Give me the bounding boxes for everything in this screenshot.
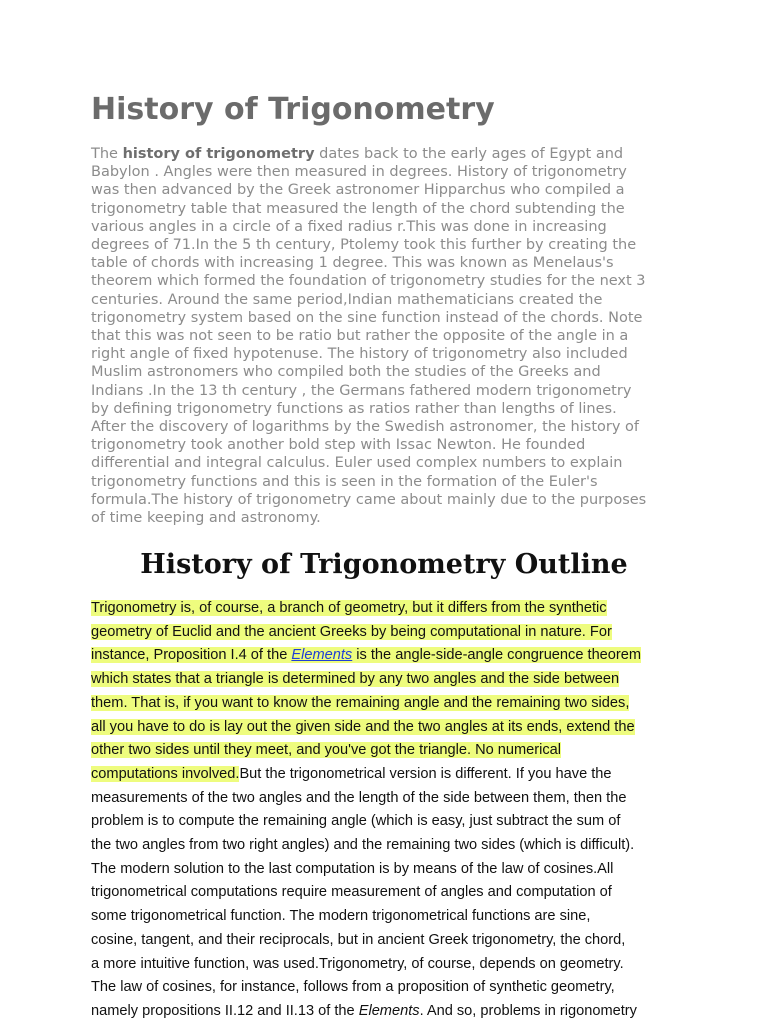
intro-line: trigonometry table that measured the length of the chord subtending the xyxy=(91,200,625,217)
outline-line: The modern solution to the last computation is by means of the law of cosines.All xyxy=(91,860,614,877)
highlighted-text: other two sides until they meet, and you've got the triangle. No numerical xyxy=(91,742,562,759)
highlighted-text: geometry of Euclid and the ancient Greeks by being computational in nature. For xyxy=(91,623,612,640)
outline-line: some trigonometrical function. The modern trigonometrical functions are sine, xyxy=(91,908,591,925)
outline-line xyxy=(91,597,691,621)
intro-lead-text: The xyxy=(91,146,123,162)
intro-line: table of chords with increasing 1 degree. This was known as Menelaus's xyxy=(91,255,614,272)
highlighted-text-part: is the angle-side-angle congruence theorem xyxy=(352,647,642,664)
outline-line: cosine, tangent, and their reciprocals, but in ancient Greek trigonometry, the chord, xyxy=(91,931,626,948)
intro-bold-term: history of trigonometry xyxy=(122,146,315,162)
outline-line: trigonometrical computations require measurement of angles and computation of xyxy=(91,884,612,901)
elements-link[interactable]: Elements xyxy=(291,647,353,664)
intro-line: centuries. Around the same period,Indian mathematicians created the xyxy=(91,291,603,308)
intro-line: degrees of 71.In the 5 th century, Ptolemy took this further by creating the xyxy=(91,237,637,254)
outline-line: problem is to compute the remaining angle (which is easy, just subtract the sum of xyxy=(91,813,621,830)
highlighted-text: all you have to do is lay out the given side and the two angles at its ends, extend the xyxy=(91,718,635,735)
intro-line: Babylon . Angles were then measured in degrees. History of trigonometry xyxy=(91,164,627,181)
intro-line: was then advanced by the Greek astronomer Hipparchus who compiled a xyxy=(91,182,625,199)
outline-paragraph xyxy=(91,597,691,1024)
intro-line: differential and integral calculus. Euler used complex numbers to explain xyxy=(91,455,623,472)
outline-line: measurements of the two angles and the length of the side between them, then the xyxy=(91,789,627,806)
outline-line: The law of cosines, for instance, follows from a proposition of synthetic geometry, xyxy=(91,979,615,996)
outline-line: a more intuitive function, was used.Trigonometry, of course, depends on geometry. xyxy=(91,955,624,972)
intro-line: various angles in a circle of a fixed radius r.This was done in increasing xyxy=(91,218,607,235)
intro-line: After the discovery of logarithms by the Swedish astronomer, the history of xyxy=(91,419,640,436)
intro-line: right angle of fixed hypotenuse. The history of trigonometry also included xyxy=(91,346,628,363)
highlighted-text xyxy=(91,647,641,663)
intro-line: formula.The history of trigonometry came about mainly due to the purposes xyxy=(91,491,647,508)
outline-line xyxy=(91,668,691,692)
intro-line: theorem which formed the foundation of trigonometry studies for the next 3 xyxy=(91,273,646,290)
outline-line: the two angles from two right angles) and the remaining two sides (which is difficult). xyxy=(91,837,635,854)
outline-text: But the trigonometrical version is different. If you have the xyxy=(239,765,612,782)
intro-line: trigonometry functions and this is seen in the formation of the Euler's xyxy=(91,473,598,490)
intro-line: trigonometry took another bold step with Issac Newton. He founded xyxy=(91,437,586,454)
page-title: History of Trigonometry xyxy=(91,92,495,127)
highlighted-text: which states that a triangle is determined by any two angles and the side between xyxy=(91,671,620,688)
outline-line xyxy=(91,644,691,668)
outline-line xyxy=(91,716,691,740)
highlighted-text: computations involved. xyxy=(91,765,240,782)
outline-line xyxy=(91,1000,691,1024)
outline-text: . And so, problems in rigonometry xyxy=(419,1002,637,1019)
highlighted-text: them. That is, if you want to know the remaining angle and the remaining two sides, xyxy=(91,694,630,711)
elements-italic: Elements xyxy=(358,1002,420,1019)
intro-paragraph xyxy=(91,145,681,527)
outline-line xyxy=(91,692,691,716)
outline-text: namely propositions II.12 and II.13 of the xyxy=(91,1002,359,1019)
intro-line: Indians .In the 13 th century , the Germans fathered modern trigonometry xyxy=(91,382,632,399)
intro-lead-rest: dates back to the early ages of Egypt and xyxy=(314,146,624,162)
intro-line xyxy=(91,145,681,163)
highlighted-text: Trigonometry is, of course, a branch of geometry, but it differs from the synthetic xyxy=(91,600,607,616)
intro-line: that this was not seen to be ratio but rather the opposite of the angle in a xyxy=(91,328,629,345)
outline-line xyxy=(91,763,691,787)
intro-line: by defining trigonometry functions as ratios rather than lengths of lines. xyxy=(91,400,617,417)
intro-line: Muslim astronomers who compiled both the studies of the Greeks and xyxy=(91,364,601,381)
outline-line xyxy=(91,621,691,645)
section-heading: History of Trigonometry Outline xyxy=(140,549,628,580)
intro-line: trigonometry system based on the sine function instead of the chords. Note xyxy=(91,309,643,326)
outline-line xyxy=(91,739,691,763)
intro-line: of time keeping and astronomy. xyxy=(91,510,321,527)
highlighted-text-part: instance, Proposition I.4 of the xyxy=(91,647,292,664)
